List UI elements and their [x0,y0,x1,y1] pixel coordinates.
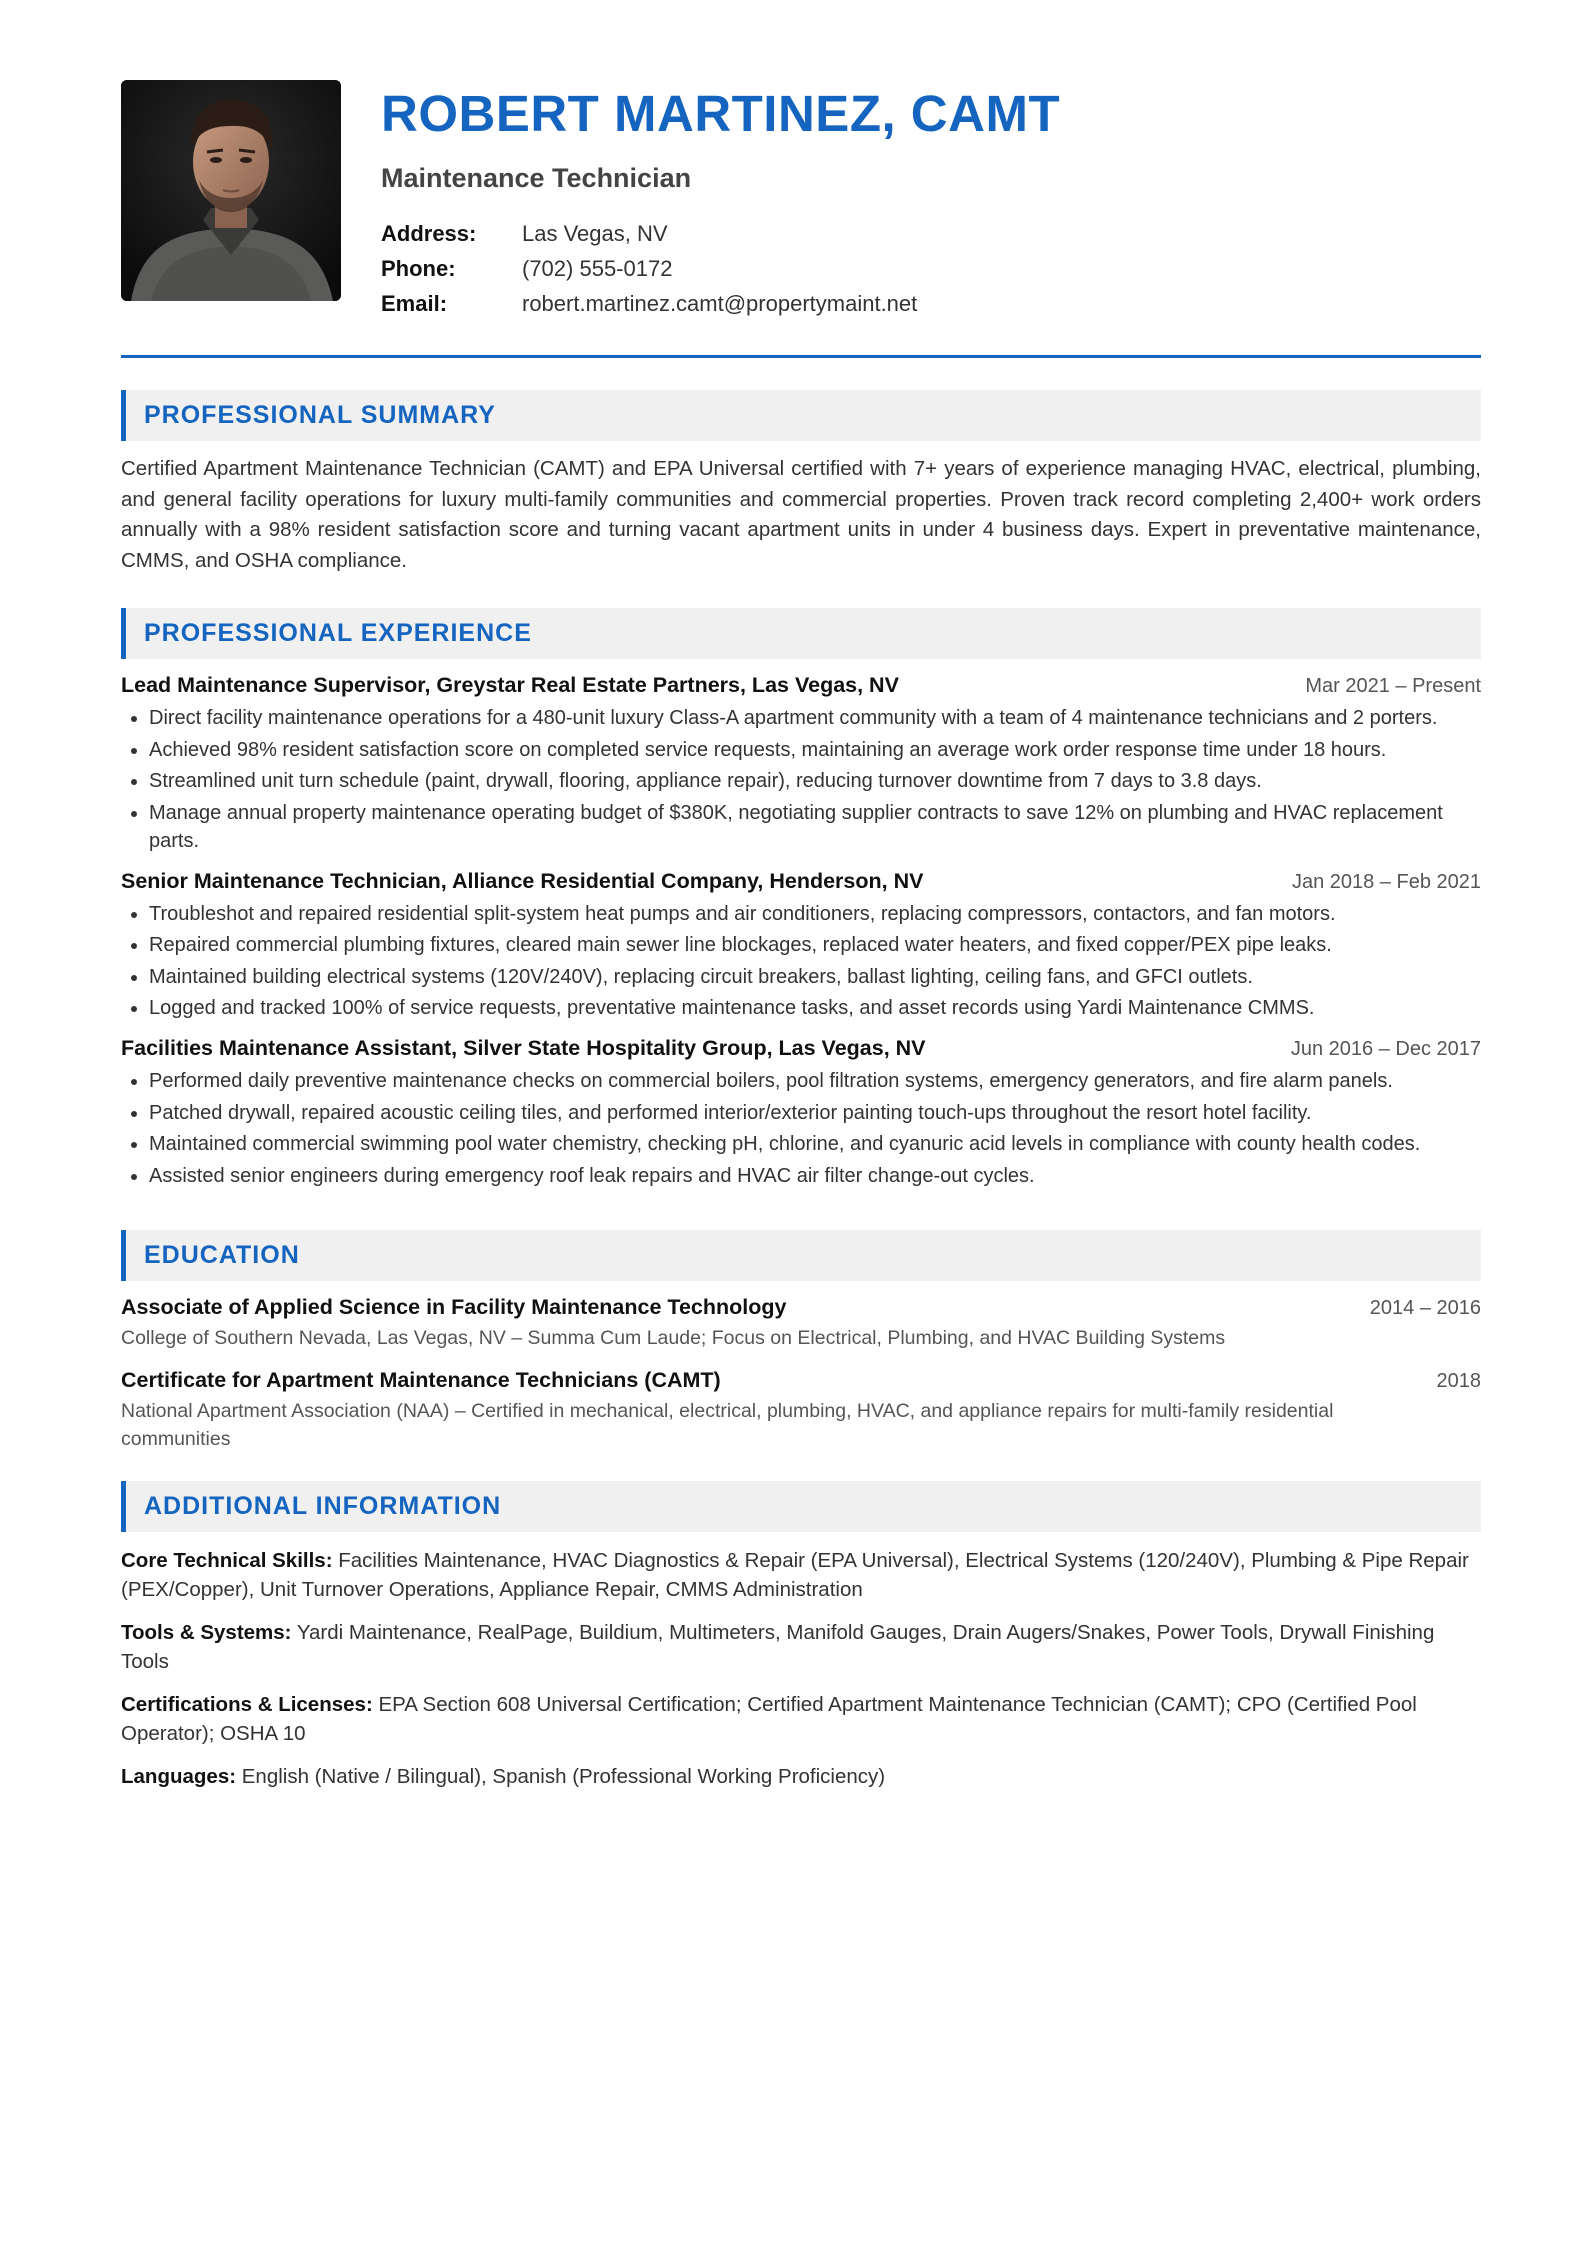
section-title: ADDITIONAL INFORMATION [144,1491,502,1520]
list-item: • Maintained building electrical systems (120V/240V), replacing circuit breakers, ballast lighting, ceiling fans, and GFCI outlets. [149,963,1481,991]
contact-label: Email: [381,290,448,316]
contact-value: (702) 555-0172 [522,255,673,281]
portrait-image [121,80,341,301]
job-role: Lead Maintenance Supervisor, Greystar Real Estate Partners, Las Vegas, NV [121,673,899,697]
education-detail: National Apartment Association (NAA) – Certified in mechanical, electrical, plumbing, HVAC, and appliance repairs for multi-family residential communities [121,1399,1334,1450]
info-value: EPA Section 608 Universal Certification; Certified Apartment Maintenance Technician (CAMT); CPO (Certified Pool Operator); OSHA 10 [121,1692,1417,1745]
additional-section [121,1481,1481,1791]
job-date: Jan 2018 – Feb 2021 [1291,870,1481,893]
info-tools [121,1618,1481,1676]
contact-block [381,216,1060,321]
job-header [121,869,1481,894]
job-role: Facilities Maintenance Assistant, Silver State Hospitality Group, Las Vegas, NV [121,1036,926,1060]
job-date: Mar 2021 – Present [1305,675,1481,697]
contact-address [381,216,1060,251]
education-section [121,1230,1481,1453]
header-divider [121,355,1481,358]
info-value: English (Native / Bilingual), Spanish (Professional Working Proficiency) [241,1764,886,1788]
contact-phone [381,251,1060,286]
job-bullets [121,1067,1481,1190]
list-item: • Assisted senior engineers during emergency roof leak repairs and HVAC air filter change-out cycles. [149,1162,1481,1190]
info-value: Yardi Maintenance, RealPage, Buildium, Multimeters, Manifold Gauges, Drain Augers/Snakes, Power Tools, Drywall Finishing Tools [121,1620,1435,1673]
info-label: Core Technical Skills: [121,1548,333,1572]
list-item: • Achieved 98% resident satisfaction score on completed service requests, maintaining an average work order response time under 18 hours. [149,736,1481,764]
list-item: • Manage annual property maintenance operating budget of $380K, negotiating supplier contracts to save 12% on plumbing and HVAC replacement parts. [149,799,1481,855]
list-item: • Performed daily preventive maintenance checks on commercial boilers, pool filtration systems, emergency generators, and fire alarm panels. [149,1067,1481,1095]
section-header [121,390,1481,441]
summary-section [121,390,1481,576]
info-certifications [121,1690,1481,1748]
job-entry [121,1036,1481,1190]
section-header [121,608,1481,659]
candidate-title: Maintenance Technician [381,163,692,193]
info-skills [121,1546,1481,1604]
list-item: • Logged and tracked 100% of service requests, preventative maintenance tasks, and asset records using Yardi Maintenance CMMS. [149,994,1481,1022]
contact-label: Phone: [381,255,456,281]
job-header [121,673,1481,698]
job-entry [121,673,1481,855]
list-item: • Patched drywall, repaired acoustic ceiling tiles, and performed interior/exterior painting touch-ups throughout the resort hotel facility. [149,1099,1481,1127]
education-entry [121,1295,1481,1352]
candidate-name: ROBERT MARTINEZ, CAMT [381,85,1061,142]
list-item: • Troubleshot and repaired residential split-system heat pumps and air conditioners, replacing compressors, contactors, and fan motors. [149,900,1481,928]
section-header [121,1230,1481,1281]
list-item: • Streamlined unit turn schedule (paint, drywall, flooring, appliance repair), reducing turnover downtime from 7 days to 3.8 days. [149,767,1481,795]
list-item: • Maintained commercial swimming pool water chemistry, checking pH, chlorine, and cyanuric acid levels in compliance with county health codes. [149,1130,1481,1158]
profile-photo [121,80,341,301]
job-date: Jun 2016 – Dec 2017 [1290,1038,1481,1060]
info-label: Languages: [121,1764,237,1788]
education-header [121,1368,1481,1393]
job-role: Senior Maintenance Technician, Alliance Residential Company, Henderson, NV [121,868,924,893]
section-title: EDUCATION [144,1240,300,1269]
contact-value: Las Vegas, NV [522,220,668,246]
contact-label: Address: [381,220,477,246]
education-degree: Certificate for Apartment Maintenance Technicians (CAMT) [121,1367,721,1392]
education-header [121,1295,1481,1320]
section-header [121,1481,1481,1532]
education-degree: Associate of Applied Science in Facility Maintenance Technology [121,1294,787,1319]
contact-value: robert.martinez.camt@propertymaint.net [522,290,918,316]
list-item: • Repaired commercial plumbing fixtures, cleared main sewer line blockages, replaced water heaters, and fixed copper/PEX pipe leaks. [149,931,1481,959]
header-info [381,80,1060,321]
section-title: PROFESSIONAL SUMMARY [144,401,496,429]
job-bullets [121,704,1481,855]
resume-header [121,80,1481,321]
list-item: • Direct facility maintenance operations for a 480-unit luxury Class-A apartment community with a team of 4 maintenance technicians and 2 porters. [149,704,1481,732]
job-header [121,1036,1481,1061]
job-bullets [121,900,1481,1023]
info-value: Facilities Maintenance, HVAC Diagnostics & Repair (EPA Universal), Electrical Systems (120/240V), Plumbing & Pipe Repair (PEX/Copper), Unit Turnover Operations, Appliance Repair, CMMS Administration [121,1548,1469,1601]
info-label: Tools & Systems: [121,1620,292,1644]
experience-section [121,608,1481,1190]
education-date: 2014 – 2016 [1369,1296,1481,1319]
info-label: Certifications & Licenses: [121,1692,373,1716]
education-entry [121,1368,1481,1453]
info-languages [121,1762,1481,1791]
job-entry [121,869,1481,1023]
education-detail: College of Southern Nevada, Las Vegas, NV – Summa Cum Laude; Focus on Electrical, Plumbing, and HVAC Building Systems [121,1326,1226,1349]
section-title: PROFESSIONAL EXPERIENCE [144,619,532,647]
contact-email [381,286,1060,321]
education-date: 2018 [1436,1369,1481,1392]
summary-text: Certified Apartment Maintenance Technician (CAMT) and EPA Universal certified with 7+ years of experience managing HVAC, electrical, plumbing, and general facility operations for luxury multi-family communities and commercial properties. Proven track record completing 2,400+ work orders annually with a 98% resident satisfaction score and turning vacant apartment units in under 4 business days. Expert in preventative maintenance, CMMS, and OSHA compliance. [121,457,1481,572]
